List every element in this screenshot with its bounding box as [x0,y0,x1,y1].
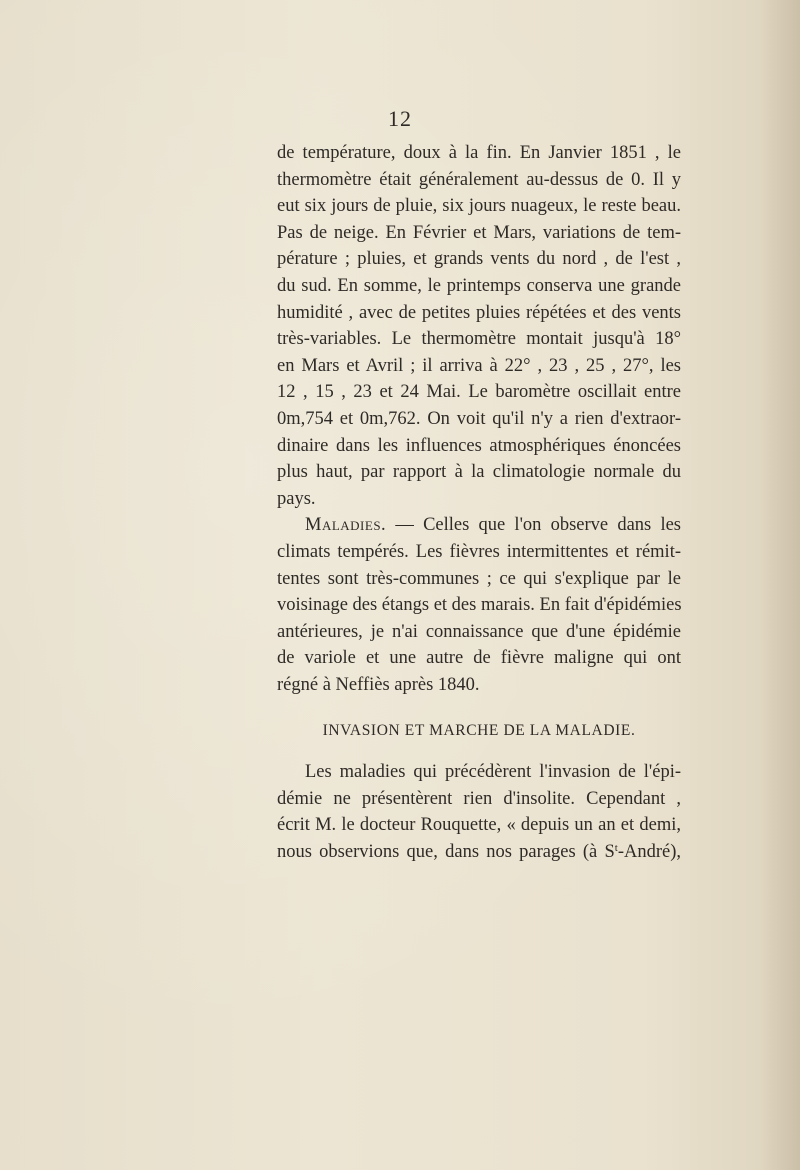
page-edge-shadow [760,0,800,1170]
section-heading: INVASION ET MARCHE DE LA MALADIE. [322,722,636,740]
paragraph-invasion [277,759,681,865]
text-line: très-variables. Le thermomètre montait jusqu'à 18° [277,329,681,350]
text-line: 12 , 15 , 23 et 24 Mai. Le baromètre oscillait entre [277,382,681,403]
superscript: t [614,841,618,854]
text-line: humidité , avec de petites pluies répétées et des vents [277,302,681,323]
text-line: régné à Neffiès après 1840. [277,674,480,695]
text-line [277,839,681,866]
text-line: pays. [277,488,316,509]
text-line: en Mars et Avril ; il arriva à 22° , 23 , 25 , 27°, les [277,355,681,376]
text-fragment: nous observions que, dans nos parages (à S [277,841,615,862]
text-line: écrit M. le docteur Rouquette, « depuis un an et demi, [277,815,681,836]
text-line: pérature ; pluies, et grands vents du nord , de l'est , [277,249,681,270]
body-text [277,140,681,865]
text-line: démie ne présentèrent rien d'insolite. Cependant , [277,788,681,809]
page-number: 12 [388,106,412,131]
text-line: de température, doux à la fin. En Janvier 1851 , le [277,143,681,163]
text-fragment: -André), [617,841,681,862]
text-line: tentes sont très-communes ; ce qui s'explique par le [277,568,681,589]
text-line: du sud. En somme, le printemps conserva une grande [277,275,681,296]
text-line: eut six jours de pluie, six jours nuageux, le reste beau. [277,196,681,217]
text-line: dinaire dans les influences atmosphériques énoncées [277,435,681,456]
text-line: thermomètre était généralement au-dessus de 0. Il y [277,169,681,190]
text-line: Pas de neige. En Février et Mars, variations de tem- [277,222,681,243]
text-line [277,512,681,539]
paragraph-weather [277,140,681,512]
paragraph-maladies [277,512,681,698]
text-line: voisinage des étangs et des marais. En fait d'épidémies [277,595,682,616]
text-line: Les maladies qui précédèrent l'invasion de l'épi- [305,762,681,783]
text-line: de variole et une autre de fièvre maligne qui ont [277,648,681,669]
text-line: antérieures, je n'ai connaissance que d'une épidémie [277,621,681,642]
section-lead-maladies: Maladies. [305,515,387,536]
text-line: climats tempérés. Les fièvres intermittentes et rémit- [277,541,681,562]
text-fragment: — Celles que l'on observe dans les [386,515,681,536]
text-line: 0m,754 et 0m,762. On voit qu'il n'y a rien d'extraor- [277,408,681,429]
text-line: plus haut, par rapport à la climatologie normale du [277,462,681,483]
